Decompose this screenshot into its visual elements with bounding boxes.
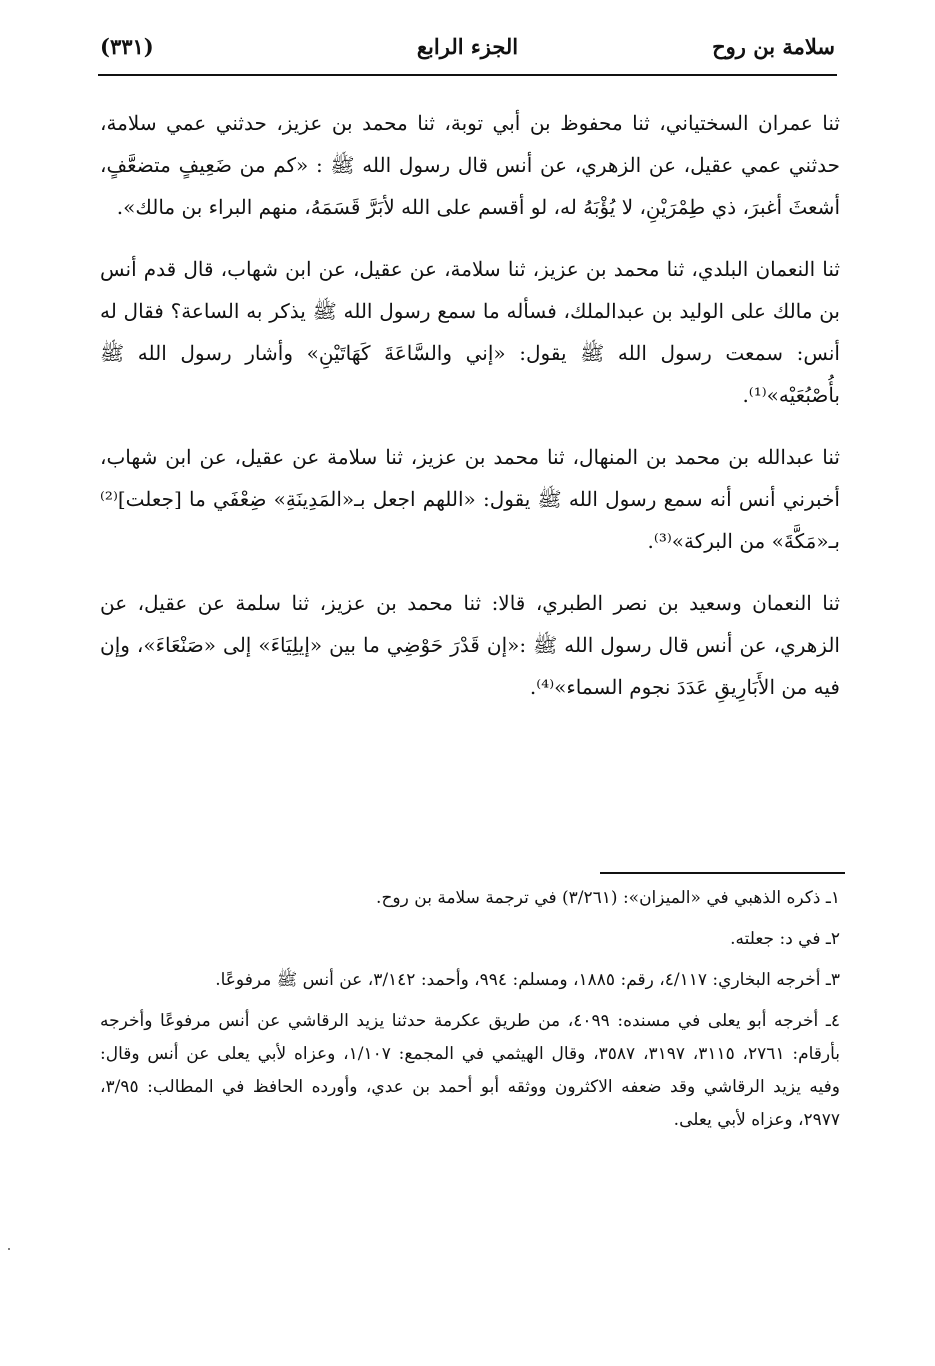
footnote-3: ٣ـ أخرجه البخاري: ٤/١١٧، رقم: ١٨٨٥، ومسلم: ٩٩٤، وأحمد: ٣/١٤٢، عن أنس ﷺ مرفوعًا. bbox=[215, 970, 840, 990]
paragraph-2: ثنا النعمان البلدي، ثنا محمد بن عزيز، ثنا سلامة، عن عقيل، عن ابن شهاب، قال قدم أنس بن مالك على الوليد بن عبدالملك، فسأله ما سمع رسول الله ﷺ يذكر به الساعة؟ فقال له أنس: سمعت رسول الله ﷺ يقول: «إني والسَّاعَةَ كَهَاتَيْنِ» وأشار رسول الله ﷺ بأُصْبُعَيْه»⁽¹⁾. bbox=[100, 257, 840, 407]
main-text bbox=[100, 102, 840, 728]
scan-speck bbox=[8, 1248, 10, 1250]
footnote-1: ١ـ ذكره الذهبي في «الميزان»: (٣/٢٦١) في ترجمة سلامة بن روح. bbox=[376, 888, 840, 908]
footnotes bbox=[100, 882, 840, 1145]
paragraph-4: ثنا النعمان وسعيد بن نصر الطبري، قالا: ثنا محمد بن عزيز، ثنا سلمة عن عقيل، عن الزهري، عن أنس قال رسول الله ﷺ :«إن قَدْرَ حَوْضِي ما بين «إيلِيَاءَ» إلى «صَنْعَاءَ»، وإن فيه من الأَبَارِيقِ عَدَدَ نجوم السماء»⁽⁴⁾. bbox=[100, 591, 840, 699]
header-volume-title: الجزء الرابع bbox=[416, 34, 519, 59]
footnote-4: ٤ـ أخرجه أبو يعلى في مسنده: ٤٠٩٩، من طريق عكرمة حدثنا يزيد الرقاشي عن أنس مرفوعًا وأخرجه بأرقام: ٢٧٦١، ٣١١٥، ٣١٩٧، ٣٥٨٧، وقال الهيثمي في المجمع: ١/١٠٧، وعزاه لأبي يعلى عن أنس وقال: وفيه يزيد الرقاشي وقد ضعفه الاكثرون ووثقه أبو أحمد بن عدي، وأورده الحافظ في المطالب: ٣/٩٥، ٢٩٧٧، وعزاه لأبي يعلى. bbox=[100, 1011, 841, 1130]
paragraph-3: ثنا عبدالله بن محمد بن المنهال، ثنا محمد بن عزيز، ثنا سلامة عن عقيل، عن ابن شهاب، أخبرني أنس أنه سمع رسول الله ﷺ يقول: «اللهم اجعل بـ«المَدِينَةِ» ضِعْفَي ما [جعلت]⁽²⁾ بـ«مَكَّةَ» من البركة»⁽³⁾. bbox=[100, 445, 840, 553]
page-number: (٣٣١) bbox=[100, 34, 154, 59]
paragraph-1: ثنا عمران السختياني، ثنا محفوظ بن أبي توبة، ثنا محمد بن عزيز، حدثني عمي سلامة، حدثني عمي عقيل، عن الزهري، عن أنس قال رسول الله ﷺ : «كم من ضَعِيفٍ متضعَّفٍ، أشعثَ أغبرَ، ذي طِمْرَيْنِ، لا يُؤْبَهُ له، لو أقسم على الله لأبَرَّ قَسَمَهُ، منهم البراء بن مالك». bbox=[100, 111, 840, 219]
footnote-divider bbox=[600, 872, 845, 874]
running-header bbox=[98, 30, 837, 76]
footnote-2: ٢ـ في د: جعلته. bbox=[730, 929, 840, 949]
header-chapter-title: سلامة بن روح bbox=[712, 34, 835, 59]
